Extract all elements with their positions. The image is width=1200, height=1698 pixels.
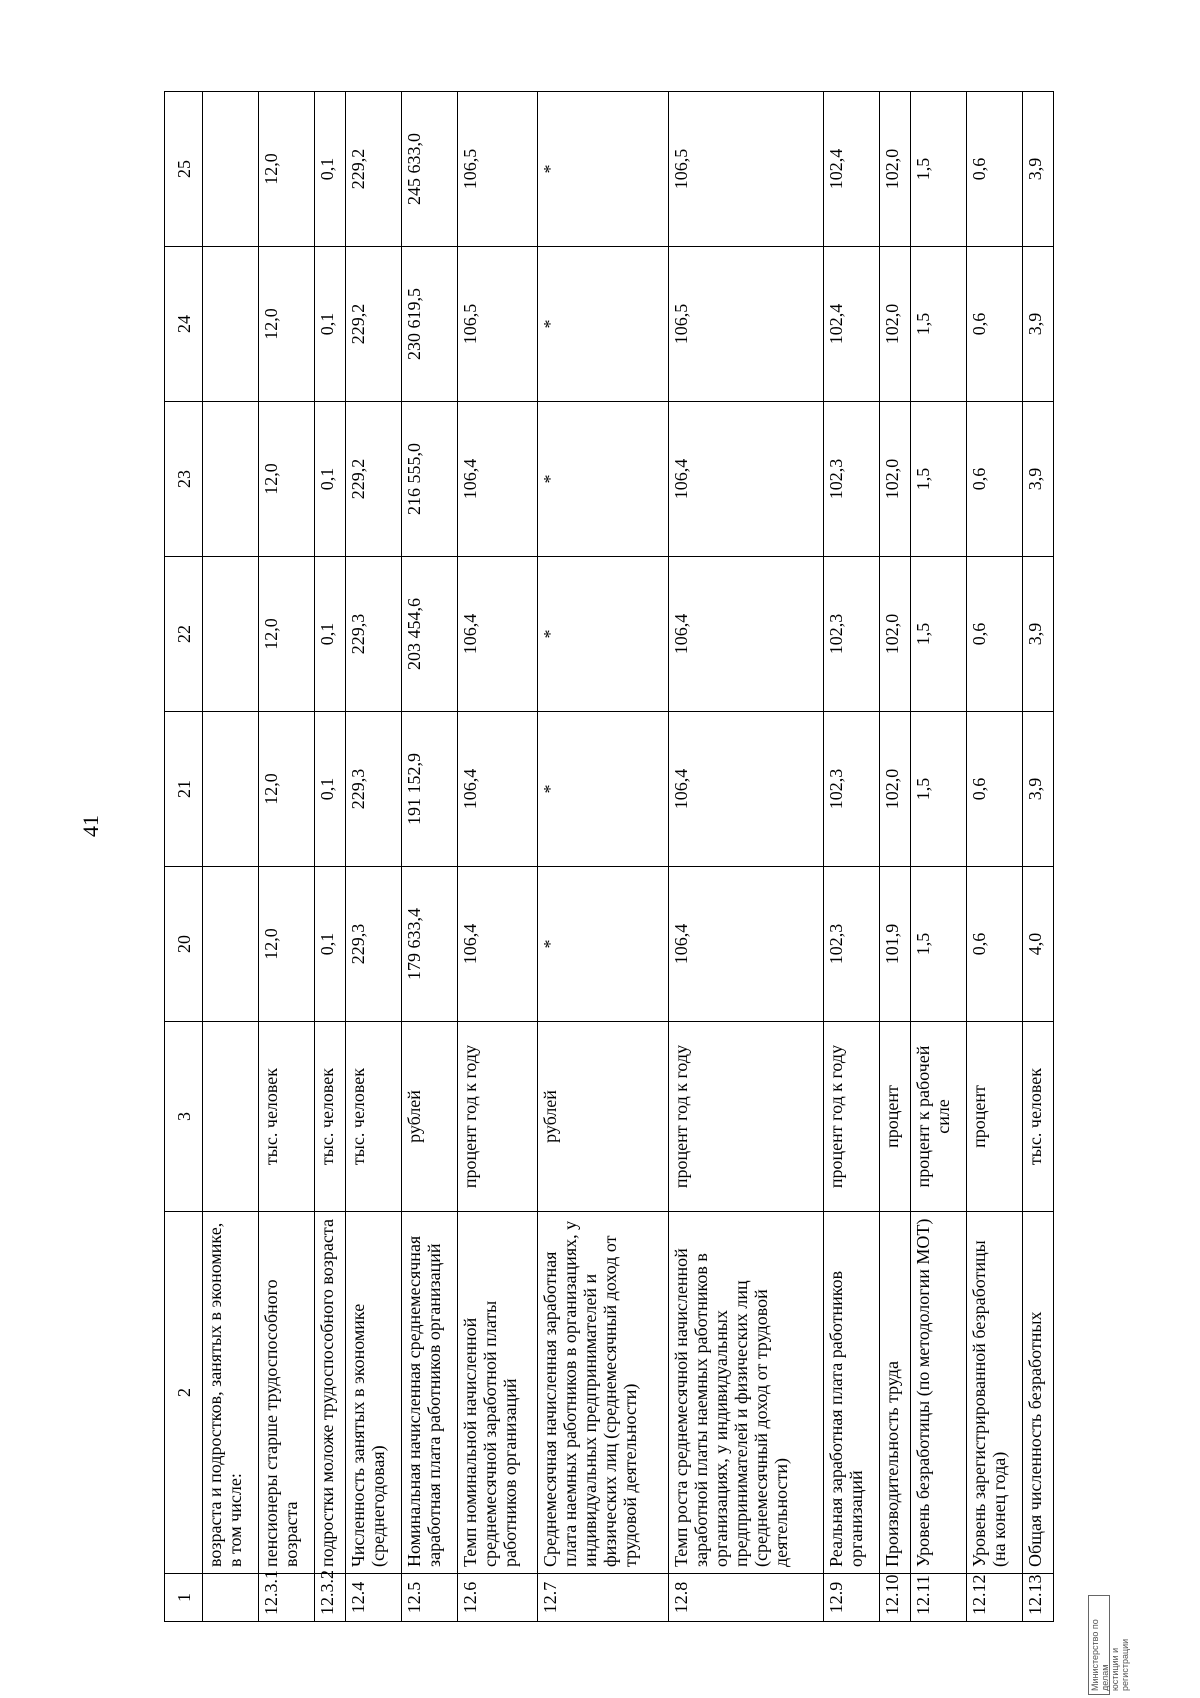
value-cell: 0,6 <box>966 92 1022 247</box>
value-cell: 106,4 <box>457 867 538 1022</box>
value-cell: 1,5 <box>911 867 967 1022</box>
table-row <box>345 92 401 1622</box>
value-cell: 230 619,5 <box>401 247 457 402</box>
value-cell: 1,5 <box>911 557 967 712</box>
value-cell: 229,2 <box>345 92 401 247</box>
row-id-cell: 12.8 <box>668 1574 823 1622</box>
value-cell: 1,5 <box>911 92 967 247</box>
indicator-name-cell: Темп номинальной начисленной среднемесячной заработной платы работников организаций <box>457 1212 538 1574</box>
header-cell: 21 <box>165 712 203 867</box>
value-cell: 229,3 <box>345 557 401 712</box>
table-row <box>258 92 314 1622</box>
value-cell: 106,5 <box>668 92 823 247</box>
value-cell: 0,1 <box>314 402 345 557</box>
unit-cell: рублей <box>538 1022 668 1212</box>
value-cell: 12,0 <box>258 247 314 402</box>
value-cell: 0,6 <box>966 247 1022 402</box>
unit-cell: процент <box>966 1022 1022 1212</box>
row-id-cell: 12.13 <box>1022 1574 1053 1622</box>
row-id-cell <box>203 1574 259 1622</box>
value-cell: 102,0 <box>879 557 910 712</box>
value-cell: 106,4 <box>457 712 538 867</box>
indicator-name-cell: Среднемесячная начисленная заработная плата наемных работников в организациях, у индивидуальных предпринимателей и физических лиц (среднемесячный доход от трудовой деятельности) <box>538 1212 668 1574</box>
table-row <box>457 92 538 1622</box>
value-cell: 102,4 <box>824 247 880 402</box>
value-cell: 3,9 <box>1022 247 1053 402</box>
value-cell: 12,0 <box>258 867 314 1022</box>
value-cell: 102,0 <box>879 402 910 557</box>
value-cell: 229,3 <box>345 867 401 1022</box>
value-cell: 102,3 <box>824 402 880 557</box>
header-row <box>165 92 203 1622</box>
value-cell: 229,2 <box>345 402 401 557</box>
value-cell <box>203 247 259 402</box>
header-cell: 2 <box>165 1212 203 1574</box>
value-cell: 0,1 <box>314 867 345 1022</box>
table-row <box>401 92 457 1622</box>
value-cell <box>203 92 259 247</box>
value-cell: 4,0 <box>1022 867 1053 1022</box>
value-cell: 0,1 <box>314 92 345 247</box>
unit-cell: процент <box>879 1022 910 1212</box>
value-cell: 0,6 <box>966 712 1022 867</box>
indicator-name-cell: Общая численность безработных <box>1022 1212 1053 1574</box>
value-cell: 102,4 <box>824 92 880 247</box>
unit-cell: процент к рабочей силе <box>911 1022 967 1212</box>
value-cell: 106,4 <box>668 557 823 712</box>
value-cell: 106,4 <box>668 867 823 1022</box>
table-row <box>879 92 910 1622</box>
row-id-cell: 12.5 <box>401 1574 457 1622</box>
value-cell: 102,3 <box>824 867 880 1022</box>
stamp-line: юстиции и регистрации <box>1110 1638 1130 1691</box>
indicator-name-cell: Темп роста среднемесячной начисленной заработной платы наемных работников в организациях, у индивидуальных предпринимателей и физических лиц (среднемесячный доход от трудовой деятельности) <box>668 1212 823 1574</box>
header-cell: 23 <box>165 402 203 557</box>
unit-cell: процент год к году <box>457 1022 538 1212</box>
value-cell: 12,0 <box>258 402 314 557</box>
value-cell: 245 633,0 <box>401 92 457 247</box>
indicator-name-cell: Производительность труда <box>879 1212 910 1574</box>
page-number: 41 <box>78 815 103 837</box>
header-cell: 1 <box>165 1574 203 1622</box>
value-cell: 3,9 <box>1022 402 1053 557</box>
value-cell: * <box>538 402 668 557</box>
row-id-cell: 12.7 <box>538 1574 668 1622</box>
row-id-cell: 12.11 <box>911 1574 967 1622</box>
row-id-cell: 12.3.2 <box>314 1574 345 1622</box>
value-cell <box>203 712 259 867</box>
table-row <box>966 92 1022 1622</box>
unit-cell: рублей <box>401 1022 457 1212</box>
value-cell: 102,3 <box>824 712 880 867</box>
unit-cell <box>203 1022 259 1212</box>
table-row <box>314 92 345 1622</box>
value-cell: 1,5 <box>911 712 967 867</box>
unit-cell: тыс. человек <box>258 1022 314 1212</box>
unit-cell: процент год к году <box>668 1022 823 1212</box>
row-id-cell: 12.4 <box>345 1574 401 1622</box>
value-cell: 0,6 <box>966 557 1022 712</box>
table-row <box>911 92 967 1622</box>
value-cell: 102,0 <box>879 92 910 247</box>
rotated-table-container <box>164 92 1054 1622</box>
value-cell: 1,5 <box>911 402 967 557</box>
value-cell: 102,0 <box>879 712 910 867</box>
value-cell: 3,9 <box>1022 557 1053 712</box>
value-cell: 106,4 <box>668 712 823 867</box>
indicator-name-cell: Реальная заработная плата работников организаций <box>824 1212 880 1574</box>
value-cell: 229,2 <box>345 247 401 402</box>
indicator-name-cell: пенсионеры старше трудоспособного возраста <box>258 1212 314 1574</box>
stamp-line: Министерство по делам <box>1090 1619 1110 1691</box>
indicator-name-cell: Номинальная начисленная среднемесячная заработная плата работников организаций <box>401 1212 457 1574</box>
value-cell: 229,3 <box>345 712 401 867</box>
value-cell <box>203 402 259 557</box>
row-id-cell: 12.12 <box>966 1574 1022 1622</box>
table-row <box>538 92 668 1622</box>
value-cell: * <box>538 557 668 712</box>
value-cell: * <box>538 247 668 402</box>
value-cell: 0,6 <box>966 867 1022 1022</box>
table-row <box>824 92 880 1622</box>
unit-cell: тыс. человек <box>1022 1022 1053 1212</box>
indicator-name-cell: возраста и подростков, занятых в экономике, в том числе: <box>203 1212 259 1574</box>
row-id-cell: 12.9 <box>824 1574 880 1622</box>
indicator-name-cell: Численность занятых в экономике (среднегодовая) <box>345 1212 401 1574</box>
value-cell: * <box>538 92 668 247</box>
table-row <box>203 92 259 1622</box>
value-cell: 106,4 <box>457 402 538 557</box>
table-row <box>668 92 823 1622</box>
value-cell: 191 152,9 <box>401 712 457 867</box>
value-cell: 106,5 <box>668 247 823 402</box>
value-cell: 179 633,4 <box>401 867 457 1022</box>
value-cell <box>203 867 259 1022</box>
value-cell: 106,5 <box>457 247 538 402</box>
unit-cell: тыс. человек <box>345 1022 401 1212</box>
value-cell: 102,3 <box>824 557 880 712</box>
unit-cell: тыс. человек <box>314 1022 345 1212</box>
indicator-name-cell: Уровень зарегистрированной безработицы (на конец года) <box>966 1212 1022 1574</box>
value-cell: 102,0 <box>879 247 910 402</box>
value-cell: * <box>538 712 668 867</box>
table-row <box>1022 92 1053 1622</box>
header-cell: 3 <box>165 1022 203 1212</box>
value-cell: 106,5 <box>457 92 538 247</box>
indicator-name-cell: Уровень безработицы (по методологии МОТ) <box>911 1212 967 1574</box>
value-cell: 0,6 <box>966 402 1022 557</box>
value-cell: 216 555,0 <box>401 402 457 557</box>
value-cell: 12,0 <box>258 92 314 247</box>
header-cell: 22 <box>165 557 203 712</box>
value-cell: 12,0 <box>258 712 314 867</box>
value-cell: 1,5 <box>911 247 967 402</box>
value-cell: 3,9 <box>1022 712 1053 867</box>
value-cell: * <box>538 867 668 1022</box>
header-cell: 24 <box>165 247 203 402</box>
indicator-name-cell: подростки моложе трудоспособного возраста <box>314 1212 345 1574</box>
value-cell: 0,1 <box>314 712 345 867</box>
value-cell: 106,4 <box>457 557 538 712</box>
value-cell: 0,1 <box>314 247 345 402</box>
header-cell: 20 <box>165 867 203 1022</box>
value-cell: 203 454,6 <box>401 557 457 712</box>
value-cell: 12,0 <box>258 557 314 712</box>
value-cell: 106,4 <box>668 402 823 557</box>
forecast-table <box>164 91 1054 1622</box>
value-cell: 0,1 <box>314 557 345 712</box>
value-cell: 101,9 <box>879 867 910 1022</box>
row-id-cell: 12.10 <box>879 1574 910 1622</box>
value-cell: 3,9 <box>1022 92 1053 247</box>
row-id-cell: 12.3.1 <box>258 1574 314 1622</box>
row-id-cell: 12.6 <box>457 1574 538 1622</box>
value-cell <box>203 557 259 712</box>
unit-cell: процент год к году <box>824 1022 880 1212</box>
registration-stamp <box>1088 1595 1130 1695</box>
header-cell: 25 <box>165 92 203 247</box>
